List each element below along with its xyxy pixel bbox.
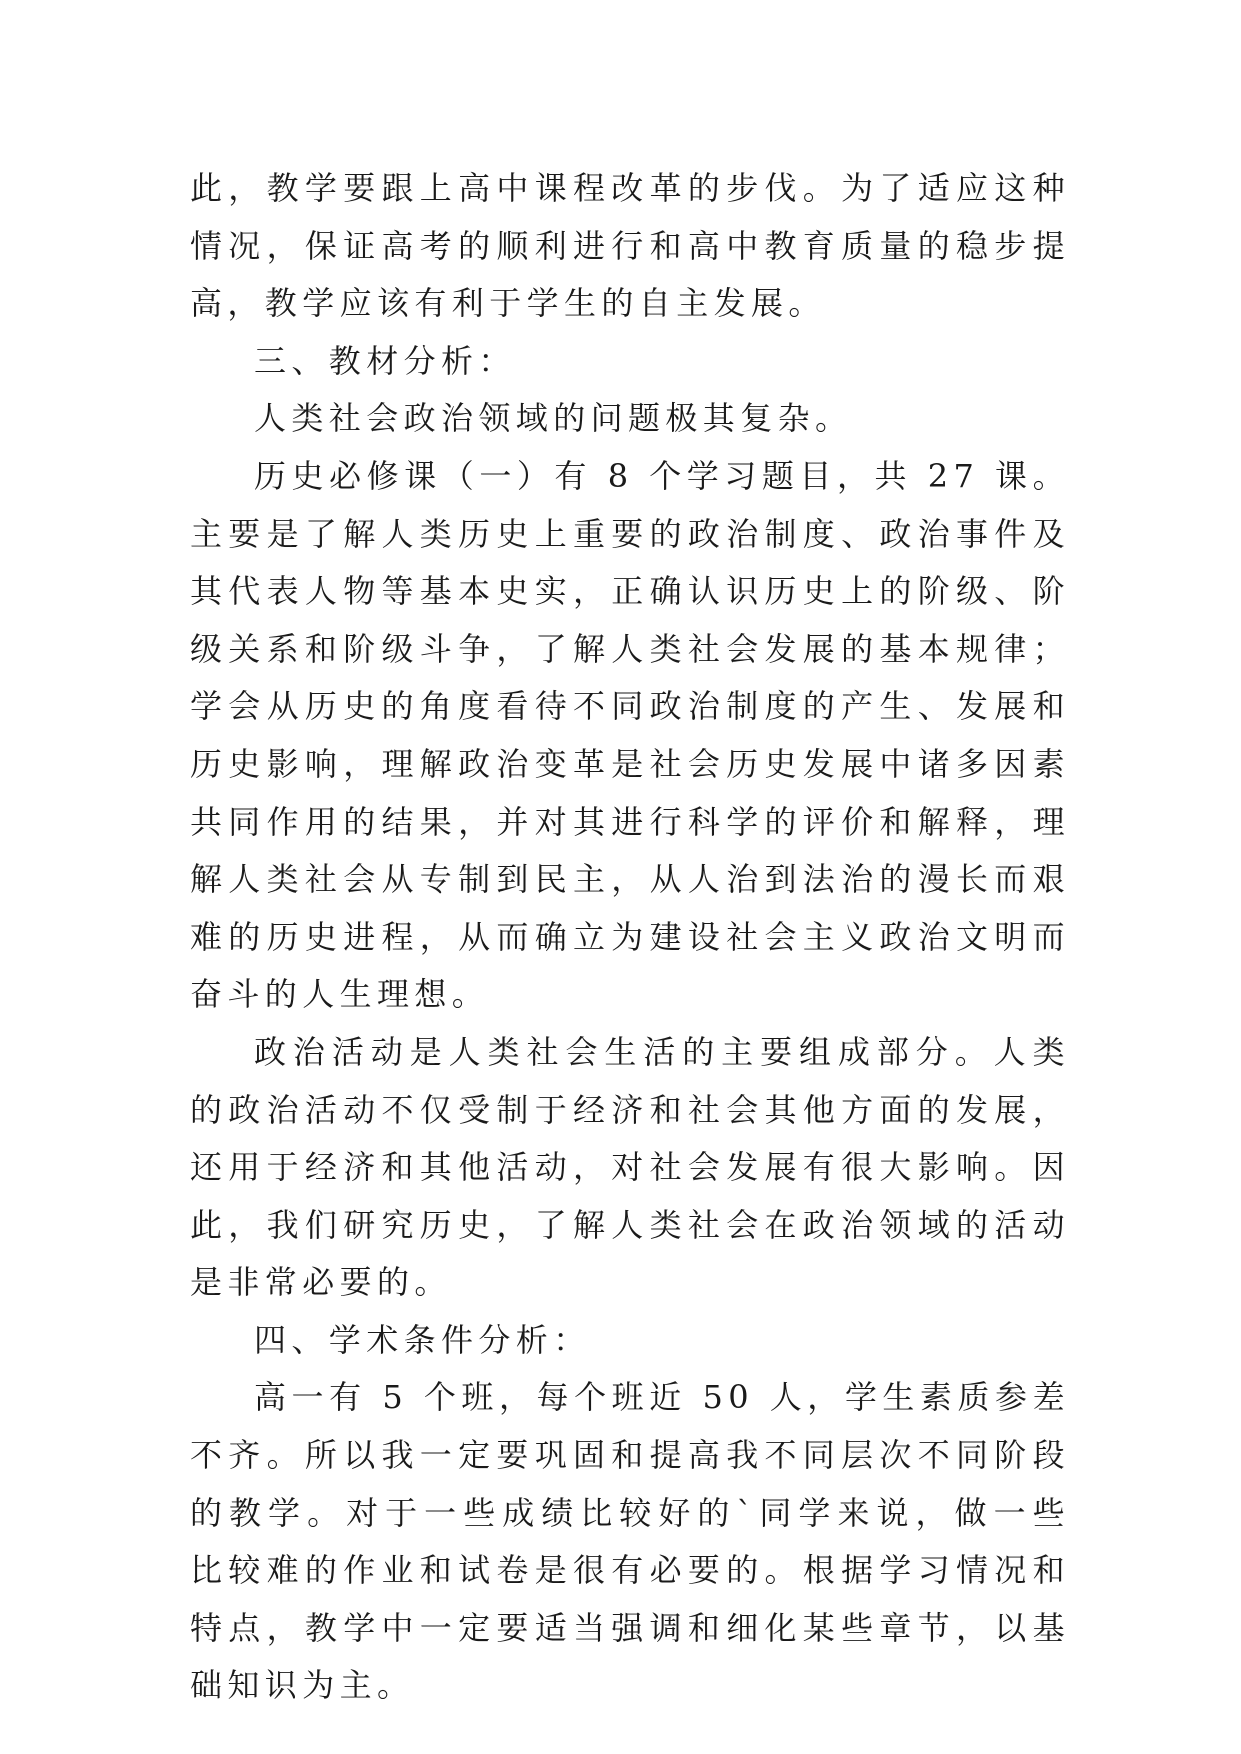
paragraph-political-activity: 政治活动是人类社会生活的主要组成部分。人类的政治活动不仅受制于经济和社会其他方面的发展，还用于经济和其他活动，对社会发展有很大影响。因此，我们研究历史，了解人类社会在政治领域的活动是非常必要的。 bbox=[190, 1032, 1070, 1302]
paragraph-class-situation: 高一有 5 个班，每个班近 50 人，学生素质参差不齐。所以我一定要巩固和提高我不同层次不同阶段的教学。对于一些成绩比较好的`同学来说，做一些比较难的作业和试卷是很有必要的。根据学习情况和特点，教学中一定要适当强调和细化某些章节，以基础知识为主。 bbox=[190, 1378, 1070, 1705]
section-heading-textbook-analysis: 三、教材分析： bbox=[254, 341, 516, 380]
paragraph-continuation: 此，教学要跟上高中课程改革的步伐。为了适应这种情况，保证高考的顺利进行和高中教育质量的稳步提高，教学应该有利于学生的自主发展。 bbox=[190, 169, 1070, 323]
paragraph-history-compulsory-course: 历史必修课（一）有 8 个学习题目，共 27 课。主要是了解人类历史上重要的政治制度、政治事件及其代表人物等基本史实，正确认识历史上的阶级、阶级关系和阶级斗争，了解人类社会发展的基本规律；学会从历史的角度看待不同政治制度的产生、发展和历史影响，理解政治变革是社会历史发展中诸多因素共同作用的结果，并对其进行科学的评价和解释，理解人类社会从专制到民主，从人治到法治的漫长而艰难的历史进程，从而确立为建设社会主义政治文明而奋斗的人生理想。 bbox=[190, 456, 1070, 1014]
document-body bbox=[190, 160, 1070, 1715]
section-heading-academic-conditions: 四、学术条件分析： bbox=[254, 1320, 591, 1359]
paragraph-political-field: 人类社会政治领域的问题极其复杂。 bbox=[254, 399, 853, 438]
